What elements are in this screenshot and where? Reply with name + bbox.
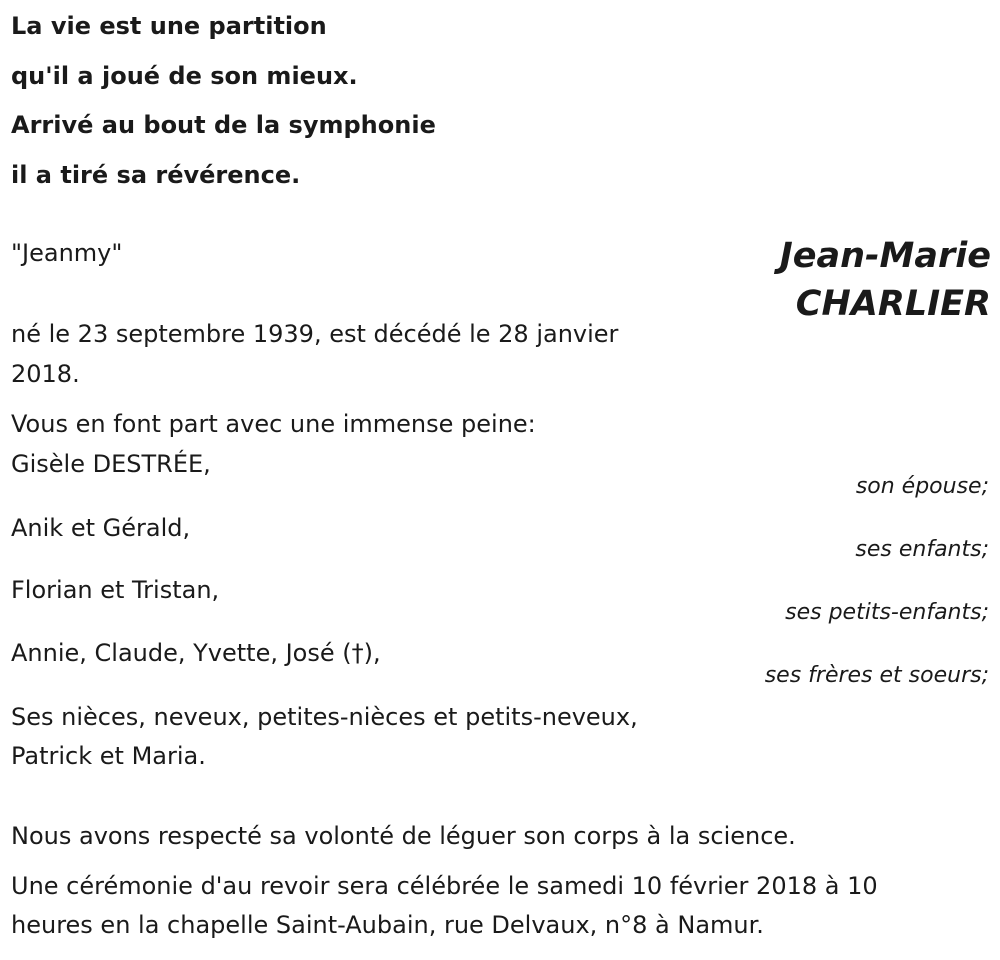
- poem-line: il a tiré sa révérence.: [11, 160, 301, 189]
- poem-line: La vie est une partition: [11, 12, 327, 40]
- dates-line-1: né le 23 septembre 1939, est décédé le 28 janvier: [11, 320, 619, 348]
- family-names: Annie, Claude, Yvette, José (†),: [11, 639, 381, 667]
- poem-line: qu'il a joué de son mieux.: [11, 61, 358, 90]
- ceremony-line-2: heures en la chapelle Saint-Aubain, rue Delvaux, n°8 à Namur.: [11, 911, 764, 939]
- poem-line: Arrivé au bout de la symphonie: [11, 111, 436, 139]
- family-role: ses frères et soeurs;: [764, 663, 989, 688]
- extended-family-line-2: Patrick et Maria.: [11, 742, 206, 770]
- family-role: son épouse;: [855, 474, 989, 499]
- family-role: ses enfants;: [855, 537, 989, 562]
- nickname: "Jeanmy": [11, 239, 123, 267]
- family-role: ses petits-enfants;: [785, 600, 989, 625]
- ceremony-line-1: Une cérémonie d'au revoir sera célébrée le samedi 10 février 2018 à 10: [11, 872, 878, 900]
- family-names: Florian et Tristan,: [11, 576, 220, 604]
- dates-line-2: 2018.: [11, 360, 80, 388]
- family-names: Gisèle DESTRÉE,: [11, 450, 211, 478]
- extended-family-line-1: Ses nièces, neveux, petites-nièces et petits-neveux,: [11, 703, 638, 731]
- family-names: Anik et Gérald,: [11, 514, 191, 542]
- deceased-name: [780, 232, 991, 328]
- deceased-last-name: CHARLIER: [795, 284, 991, 324]
- poem: [11, 8, 436, 206]
- science-note: Nous avons respecté sa volonté de léguer son corps à la science.: [11, 822, 796, 850]
- announcement: Vous en font part avec une immense peine:: [11, 410, 536, 438]
- deceased-first-name: Jean-Marie: [779, 236, 991, 276]
